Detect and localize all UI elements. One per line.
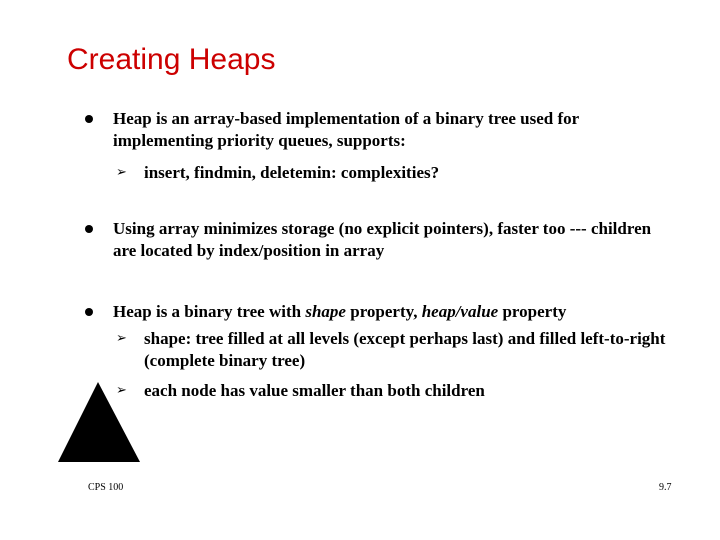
bullet-dot-icon: [85, 308, 93, 316]
bullet-text-part: property: [498, 302, 567, 321]
bullet-text: [113, 301, 673, 323]
sub-bullet-text: insert, findmin, deletemin: complexities?: [144, 163, 440, 182]
bullet-dot-icon: [85, 225, 93, 233]
bullet-dot-icon: [85, 115, 93, 123]
term-shape: shape: [305, 302, 346, 321]
slide-title: Creating Heaps: [67, 43, 276, 76]
bullet-text: Heap is an array-based implementation of a binary tree used for implementing priority queues, supports:: [113, 109, 579, 150]
bullet-text-part: property,: [345, 302, 422, 321]
footer-page-number: 9.7: [659, 482, 672, 493]
sub-bullet-text: each node has value smaller than both children: [144, 381, 485, 400]
bullet-text: Using array minimizes storage (no explicit pointers), faster too --- children are located by index/position in array: [113, 219, 652, 260]
triangle-logo-icon: [58, 382, 140, 462]
sub-bullet-text: shape: tree filled at all levels (except perhaps last) and filled left-to-right (complete binary tree): [144, 329, 666, 370]
bullet-text-part: Heap is a binary tree with: [113, 302, 306, 321]
arrow-bullet-icon: ➢: [116, 383, 127, 398]
term-heap-value: heap/value: [421, 302, 499, 321]
arrow-bullet-icon: ➢: [116, 165, 127, 180]
footer-course: CPS 100: [88, 482, 124, 493]
arrow-bullet-icon: ➢: [116, 331, 127, 346]
